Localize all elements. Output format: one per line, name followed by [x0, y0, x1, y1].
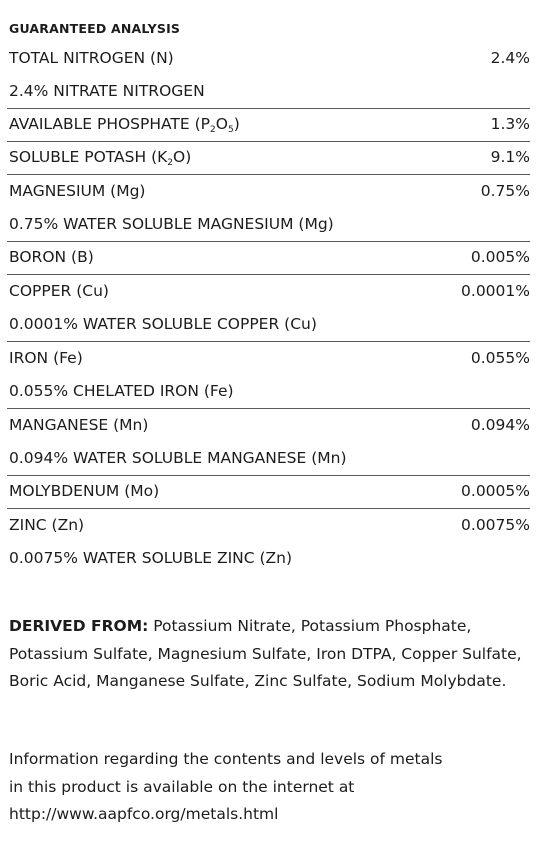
row-boron [7, 242, 530, 275]
analysis-table [7, 42, 530, 576]
row-iron [7, 342, 530, 375]
heading: GUARANTEED ANALYSIS [9, 21, 181, 36]
row-value: 0.75% [480, 181, 530, 200]
row-label: MAGNESIUM (Mg) [9, 181, 146, 200]
row-label: MANGANESE (Mn) [9, 415, 149, 434]
row-zinc [7, 509, 530, 542]
row-nitrate-nitrogen [7, 75, 530, 109]
row-magnesium [7, 175, 530, 208]
row-value: 0.005% [470, 248, 530, 267]
row-molybdenum [7, 476, 530, 509]
row-value: 0.0001% [461, 281, 530, 300]
metals-info-line: Information regarding the contents and levels of metals [9, 750, 443, 768]
row-water-soluble-copper [7, 308, 530, 342]
row-value: 0.055% [470, 348, 530, 367]
row-label: AVAILABLE PHOSPHATE $(P_2O_5)$ [9, 115, 240, 136]
row-label: IRON (Fe) [9, 348, 83, 367]
row-label: BORON (B) [9, 248, 94, 267]
row-value: 2.4% [490, 48, 530, 67]
row-chelated-iron [7, 375, 530, 409]
row-total-nitrogen [7, 42, 530, 75]
row-manganese [7, 409, 530, 442]
row-value: 0.0075% [461, 515, 530, 534]
row-value: 1.3% [490, 115, 530, 134]
row-value: 9.1% [490, 148, 530, 167]
row-water-soluble-manganese [7, 442, 530, 476]
row-label: TOTAL NITROGEN (N) [9, 48, 174, 67]
row-label: COPPER (Cu) [9, 281, 109, 300]
metals-info-line: in this product is available on the internet at [9, 777, 355, 796]
row-label: 0.055% CHELATED IRON (Fe) [9, 381, 234, 400]
row-label: 0.75% WATER SOLUBLE MAGNESIUM (Mg) [9, 214, 334, 233]
derived-from-label: DERIVED FROM: [9, 617, 149, 635]
row-label: ZINC (Zn) [9, 515, 85, 534]
row-value: 0.0005% [461, 482, 530, 501]
metals-info-url: http://www.aapfco.org/metals.html [9, 805, 279, 823]
metals-info [9, 746, 529, 829]
row-water-soluble-zinc [7, 542, 530, 576]
row-water-soluble-magnesium [7, 208, 530, 242]
row-label: 0.0075% WATER SOLUBLE ZINC (Zn) [9, 549, 293, 568]
row-label: 2.4% NITRATE NITROGEN [9, 81, 205, 100]
row-label: MOLYBDENUM (Mo) [9, 482, 160, 501]
row-copper [7, 275, 530, 308]
row-label: SOLUBLE POTASH $(K_2O)$ [9, 148, 192, 169]
row-label: 0.0001% WATER SOLUBLE COPPER (Cu) [9, 314, 317, 333]
row-label: 0.094% WATER SOLUBLE MANGANESE (Mn) [9, 448, 347, 467]
row-value: 0.094% [470, 415, 530, 434]
derived-from-text: Potassium Nitrate, Potassium Phosphate, Potassium Sulfate, Magnesium Sulfate, Iron DTPA, Copper Sulfate, Boric Acid, Manganese Sulfate, Zinc Sulfate, Sodium Molybdate. [9, 617, 522, 690]
row-soluble-potash [7, 142, 530, 175]
row-available-phosphate [7, 109, 530, 142]
derived-from [9, 613, 529, 696]
